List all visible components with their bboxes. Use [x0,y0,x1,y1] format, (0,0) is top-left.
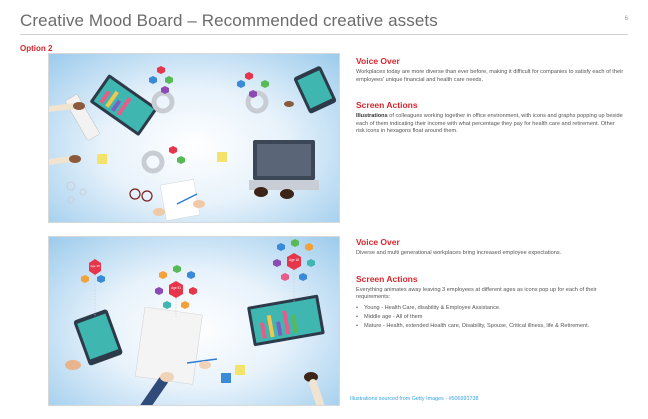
page-title: Creative Mood Board – Recommended creative assets [20,11,438,30]
requirements-list [356,304,624,331]
option-label: Option 2 [20,44,53,53]
age-badge-1: Age 35 [90,264,100,268]
voice-over-text: Workplaces today are more diverse than ever before, making it difficult for companies to satisfy each of their employees' unique financial and health care needs. [356,69,624,83]
list-item: • Young - Health Care, disability & Employee Assistance. [356,304,624,313]
page-number: 6 [624,16,628,22]
screen-actions-heading: Screen Actions [356,273,418,284]
voice-over-heading: Voice Over [356,237,400,247]
voice-over-heading: Voice Over [356,56,400,66]
list-item: • Middle age - All of them [356,313,624,322]
screen-actions-text: Everything animates away leaving 3 employees at different ages as icons pop up for each of their requirements: [356,286,597,301]
image-credit: Illustrations sourced from Getty Images - #506991738 [350,396,479,402]
office-illustration-2 [48,236,340,406]
office-illustration-1-artwork [49,54,340,223]
frame-2-notes [356,237,624,331]
voice-over-text: Diverse and multi generational workplaces bring increased employee expectations. [356,250,562,256]
screen-actions-heading: Screen Actions [356,100,418,111]
screen-actions-lead: Illustrations [356,113,388,120]
list-item: • Mature - Health, extended Health care, Disability, Spouse, Critical illness, life & Retirement. [356,322,624,331]
age-badge-2: Age 51 [170,286,182,290]
office-illustration-1 [48,53,340,223]
screen-actions-description: of colleagues working together in office environment, with icons and graphs popping up beside each of them indicating their income with what percentage they pay for health care and retirement. Other risk icons in hexagons float around them. [356,113,623,135]
frame-1-notes [356,56,624,136]
age-badge-3: Age 18 [288,258,300,262]
screen-actions-text [356,113,624,136]
title-divider [20,34,628,35]
